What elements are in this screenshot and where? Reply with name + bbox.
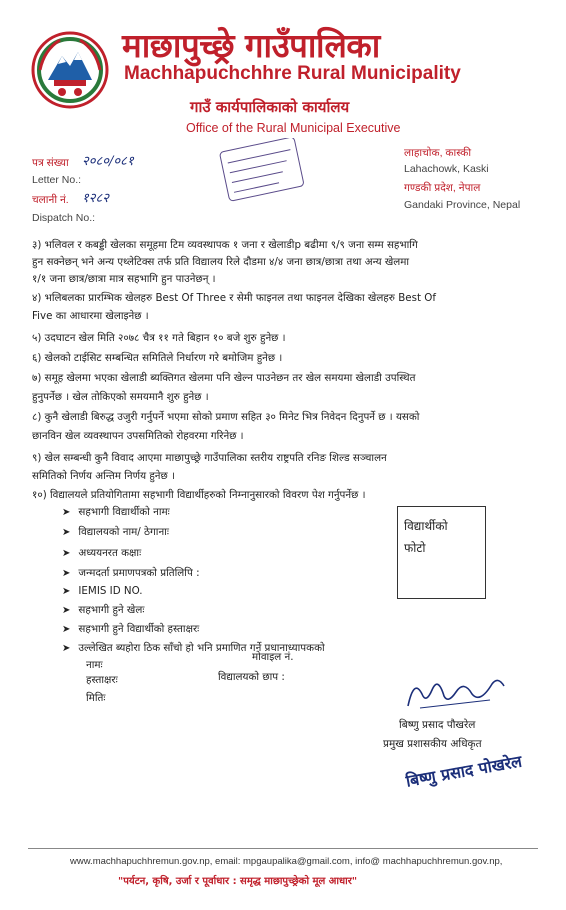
body-line: ९) खेल सम्बन्धी कुनै विवाद आएमा माछापुच्छ्रे गाउँपालिका स्तरीय राष्ट्रपति रनिङ शिल्ड सञ्चालन	[32, 452, 387, 464]
address-en-1: Lahachowk, Kaski	[404, 163, 489, 175]
dispatch-label-np: चलानी नं.	[32, 194, 69, 206]
name-stamp-text: बिष्णु प्रसाद पोखरेल	[404, 751, 524, 791]
arrow-bullet-icon: ➤	[62, 547, 71, 559]
body-line: समितिको निर्णय अन्तिम निर्णय हुनेछ ।	[32, 470, 175, 482]
arrow-bullet-icon: ➤	[62, 506, 71, 518]
body-line: ८) कुनै खेलाडी बिरुद्ध उजुरी गर्नुपर्ने भएमा सोको प्रमाण सहित ३० मिनेट भित्र निवेदन दिनुपर्ने छ । यसको	[32, 411, 420, 423]
footer-divider	[28, 848, 538, 849]
address-en-2: Gandaki Province, Nepal	[404, 199, 521, 211]
body-line: ७) समूह खेलमा भएका खेलाडी ब्यक्तिगत खेलमा पनि खेल्न पाउनेछन तर खेल समयमा खेलाडी उपस्थित	[32, 372, 416, 384]
body-line: Five का आधारमा खेलाइनेछ ।	[32, 310, 149, 322]
signatory-role: प्रमुख प्रशासकीय अधिकृत	[383, 738, 482, 750]
body-line: ६) खेलको टाईसिट सम्बन्धित समितिले निर्धारण गरे बमोजिम हुनेछ ।	[32, 352, 283, 364]
body-line: छानविन खेल व्यवस्थापन उपसमितिको रोहवरमा गरिनेछ ।	[32, 430, 244, 442]
dispatch-number: १२८२	[82, 191, 110, 206]
list-item: ➤ IEMIS ID NO.	[62, 585, 143, 597]
ref-label-en: Letter No.:	[32, 174, 82, 186]
body-line: हुन सक्नेछन् भने अन्य एथ्लेटिक्स तर्फ प्रति विद्यालय रिले दौडमा ४/४ जना छात्र/छात्रा तथा अन्य खेलमा	[32, 256, 410, 268]
arrow-bullet-icon: ➤	[62, 642, 71, 654]
list-item: ➤ सहभागी हुने खेलः	[62, 604, 145, 616]
office-stamp	[218, 138, 306, 202]
body-line: ३) भलिवल र कबड्डी खेलका समूहमा टिम व्यवस्थापक १ जना र खेलाडीp बढीमा ९/९ जना सम्म सहभागि	[32, 239, 418, 251]
arrow-bullet-icon: ➤	[62, 604, 71, 616]
address-np-1: लाहाचोक, कास्की	[404, 147, 472, 159]
photo-box-label: फोटो	[404, 541, 426, 555]
footer-slogan: "पर्यटन, कृषि, उर्जा र पूर्वाधार : समृद्ध माछापुच्छ्रेको मूल आधार"	[118, 876, 358, 887]
body-line: १/१ जना छात्र/छात्रा मात्र सहभागि हुन पाउनेछन् ।	[32, 273, 216, 285]
municipality-title-en: Machhapuchchhre Rural Municipality	[124, 63, 461, 84]
list-item: ➤ जन्मदर्ता प्रमाणपत्रको प्रतिलिपि :	[62, 567, 200, 579]
field-name: नामः	[86, 659, 103, 671]
arrow-bullet-icon: ➤	[62, 585, 71, 597]
office-title-np: गाउँ कार्यपालिकाको कार्यालय	[190, 98, 350, 116]
address-np-2: गण्डकी प्रदेश, नेपाल	[404, 182, 481, 194]
list-item: ➤ सहभागी विद्यार्थीको नामः	[62, 506, 170, 518]
photo-box-label: विद्यार्थीको	[404, 519, 448, 533]
body-line: ४) भलिबलका प्रारम्भिक खेलहरु Best Of Three र सेमी फाइनल तथा फाइनल देखिका खेलहरु Best Of	[32, 292, 437, 304]
arrow-bullet-icon: ➤	[62, 567, 71, 579]
footer-contacts: www.machhapuchhremun.gov.np, email: mpgaupalika@gmail.com, info@ machhapuchhremun.gov.np,	[70, 856, 503, 867]
field-signature: हस्ताक्षरः	[86, 674, 118, 686]
nepal-emblem-logo	[30, 30, 110, 110]
body-line: हुनुपर्नेछ । खेल तोकिएको समयमानै शुरु हुनेछ ।	[32, 391, 209, 403]
arrow-bullet-icon: ➤	[62, 623, 71, 635]
signature	[400, 670, 510, 716]
office-title-en: Office of the Rural Municipal Executive	[186, 121, 401, 135]
list-item: ➤ अध्ययनरत कक्षाः	[62, 547, 142, 559]
body-line: ५) उदघाटन खेल मिति २०७८ चैत्र ११ गते बिहान १० बजे शुरु हुनेछ ।	[32, 332, 286, 344]
list-item: ➤ सहभागी हुने विद्यार्थीको हस्ताक्षरः	[62, 623, 200, 635]
body-line: १०) विद्यालयले प्रतियोगितामा सहभागी विद्यार्थीहरुको निम्नानुसारको विवरण पेश गर्नुपर्नेछ ।	[32, 489, 366, 501]
student-photo-box	[397, 506, 486, 599]
list-item: ➤ विद्यालयको नाम/ ठेगानाः	[62, 526, 169, 538]
signatory-name: बिष्णु प्रसाद पौखरेल	[399, 719, 476, 731]
field-mobile: मोवाइल नं.	[252, 651, 294, 663]
list-item: ➤ उल्लेखित ब्यहोरा ठिक साँचो हो भनि प्रमाणित गर्ने प्रधानाध्यापकको	[62, 642, 325, 654]
field-date: मितिः	[86, 692, 106, 704]
arrow-bullet-icon: ➤	[62, 526, 71, 538]
municipality-title-np: माछापुच्छ्रे गाउँपालिका	[122, 26, 380, 65]
ref-number: २०८०/०८१	[82, 154, 134, 169]
ref-label-np: पत्र संख्या	[32, 157, 69, 169]
field-school-stamp: विद्यालयको छाप :	[218, 671, 285, 683]
name-stamp	[404, 748, 554, 826]
dispatch-label-en: Dispatch No.:	[32, 212, 96, 224]
